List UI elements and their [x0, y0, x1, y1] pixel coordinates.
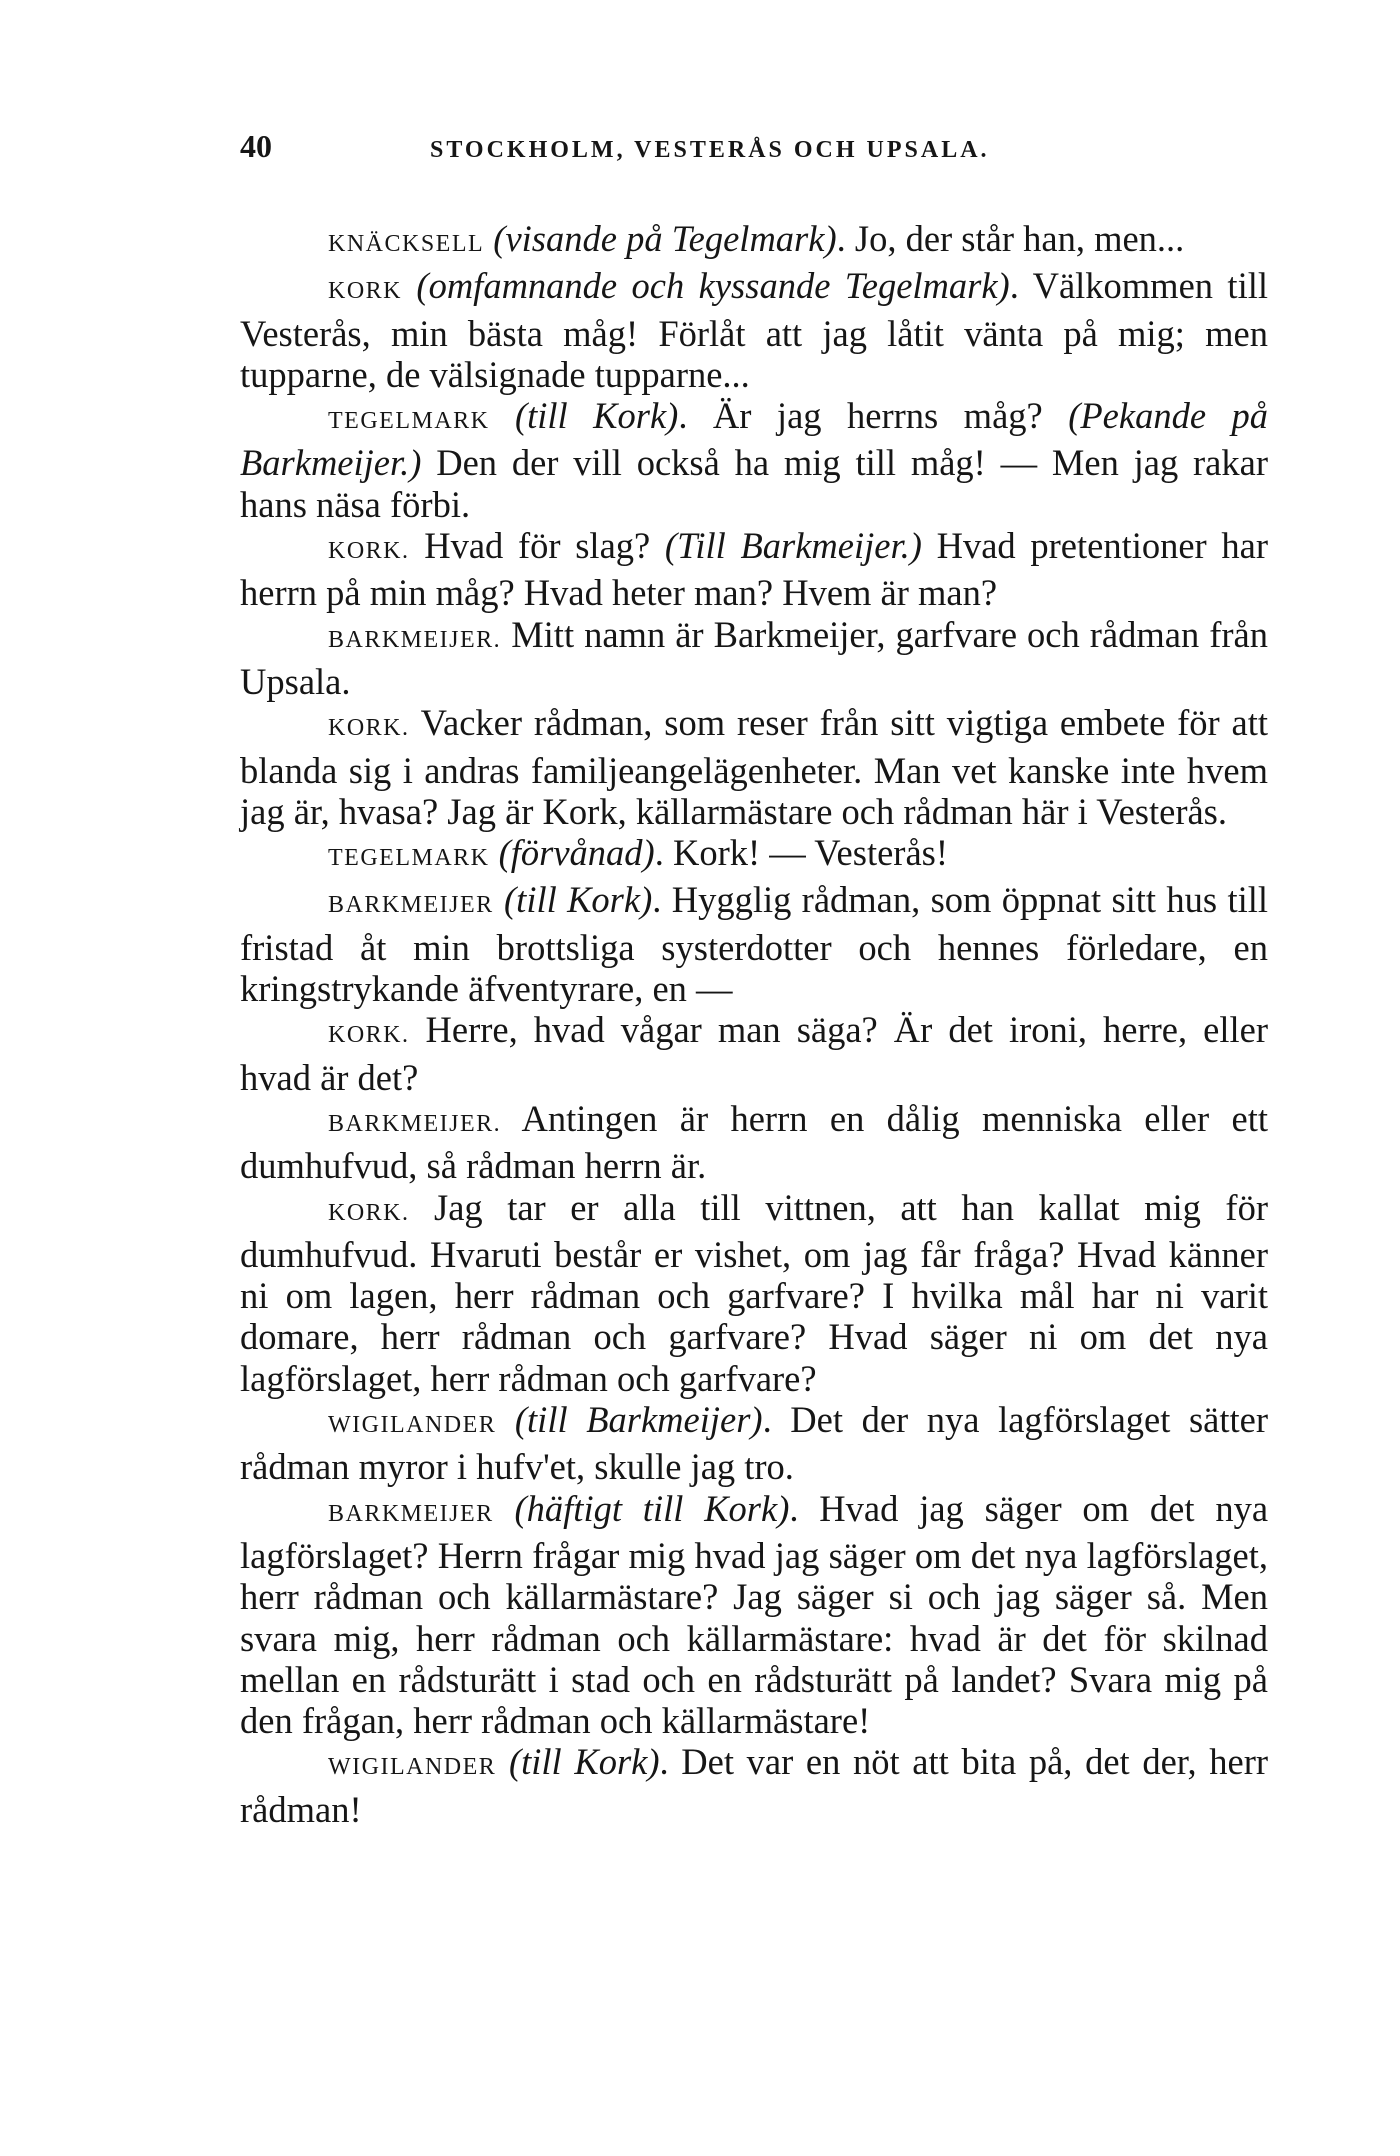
book-page — [240, 128, 1268, 1830]
dialogue-text — [496, 1741, 509, 1782]
stage-direction: (visande på Tegelmark) — [493, 218, 837, 259]
dialogue-paragraph — [240, 1187, 1268, 1399]
dialogue-text: . Kork! — Vesterås! — [654, 832, 949, 874]
play-text — [240, 218, 1268, 1830]
speaker-name: KORK. — [328, 1199, 410, 1226]
dialogue-paragraph — [240, 614, 1268, 703]
dialogue-paragraph — [240, 1741, 1268, 1830]
dialogue-text: Mitt namn är Barkmeijer, garfvare och rådman från Upsala. — [240, 613, 1268, 702]
speaker-name: KORK. — [328, 538, 410, 565]
speaker-name: WIGILANDER — [328, 1412, 497, 1439]
dialogue-text: . Hvad jag säger om det nya lagförslaget? Herrn frågar mig hvad jag säger om det nya lagförslaget, herr rådman och källarmästare? Jag säger si och jag säger så. Men svara mig, herr rådman och källarmästare: hvad är det för skilnad mellan en rådsturätt i stad och en rådsturätt på landet? Svara mig på den frågan, herr rådman och källarmästare! — [240, 1487, 1269, 1742]
dialogue-paragraph — [240, 1098, 1268, 1187]
dialogue-text — [496, 1399, 515, 1440]
dialogue-text — [494, 1488, 515, 1529]
dialogue-text — [489, 832, 498, 873]
dialogue-text — [494, 879, 504, 920]
speaker-name: BARKMEIJER — [328, 892, 494, 919]
page-number: 40 — [240, 128, 272, 164]
stage-direction: (till Kork) — [508, 1741, 660, 1783]
dialogue-text — [484, 218, 493, 259]
dialogue-paragraph — [240, 525, 1268, 614]
stage-direction: (häftigt till Kork) — [514, 1487, 790, 1529]
dialogue-text: Jag tar er alla till vittnen, att han kallat mig för dumhufvud. Hvaruti består er vishet, om jag får fråga? Hvad känner ni om lagen, herr rådman och garfvare? I hvilka mål har ni varit domare, herr rådman och garfvare? Hvad säger ni om det nya lagförslaget, herr rådman och garfvare? — [240, 1186, 1268, 1399]
dialogue-text — [402, 265, 416, 306]
speaker-name: BARKMEIJER. — [328, 626, 502, 653]
speaker-name: KNÄCKSELL — [328, 231, 485, 257]
speaker-name: BARKMEIJER — [328, 1500, 494, 1527]
speaker-name: KORK. — [328, 715, 410, 742]
stage-direction: (till Kork) — [514, 395, 679, 437]
speaker-name: WIGILANDER — [328, 1754, 497, 1781]
speaker-name: TEGELMARK — [328, 408, 490, 435]
dialogue-text: Den der vill också ha mig till måg! — Men jag rakar hans näsa förbi. — [240, 442, 1268, 525]
dialogue-text: Antingen är herrn en dålig menniska eller ett dumhufvud, så rådman herrn är. — [240, 1097, 1268, 1187]
dialogue-paragraph — [240, 879, 1268, 1009]
stage-direction: (omfamnande och kyssande Tegelmark) — [416, 265, 1010, 307]
dialogue-text: Herre, hvad vågar man säga? Är det ironi, herre, eller hvad är det? — [240, 1009, 1268, 1098]
dialogue-paragraph — [240, 1009, 1268, 1098]
dialogue-text: Hvad pretentioner har herrn på min måg? Hvad heter man? Hvem är man? — [240, 525, 1269, 614]
dialogue-paragraph — [240, 702, 1268, 832]
dialogue-paragraph — [240, 832, 1268, 879]
dialogue-text: . Välkommen till Vesterås, min bästa måg! Förlåt att jag låtit vänta på mig; men tupparne, de välsignade tupparne... — [240, 265, 1268, 395]
stage-direction: (till Kork) — [504, 879, 653, 921]
stage-direction: (Pekande på Barkmeijer.) — [240, 395, 1268, 484]
dialogue-text: . Jo, der står han, men... — [836, 218, 1185, 259]
stage-direction: (förvånad) — [498, 832, 655, 874]
speaker-name: KORK — [328, 278, 403, 305]
dialogue-text: Vacker rådman, som reser från sitt vigtiga embete för att blanda sig i andras familjeangelägenheter. Man vet kanske inte hvem jag är, hvasa? Jag är Kork, källarmästare och rådman här i Vesterås. — [240, 702, 1268, 832]
dialogue-paragraph — [240, 1488, 1268, 1742]
page-header — [240, 128, 1268, 188]
dialogue-text: . Hygglig rådman, som öppnat sitt hus till fristad åt min brottsliga systerdotter och hennes förledare, en kringstrykande äfventyrare, en — — [240, 879, 1269, 1010]
dialogue-paragraph — [240, 218, 1268, 265]
stage-direction: (till Barkmeijer) — [514, 1399, 763, 1441]
speaker-name: BARKMEIJER. — [328, 1110, 502, 1137]
speaker-name: TEGELMARK — [328, 845, 490, 872]
dialogue-paragraph — [240, 1399, 1268, 1488]
speaker-name: KORK. — [328, 1022, 410, 1049]
dialogue-text: . Är jag herrns måg? — [678, 395, 1069, 437]
dialogue-paragraph — [240, 265, 1268, 395]
dialogue-text: Hvad för slag? — [409, 525, 665, 567]
dialogue-text: . Det var en nöt att bita på, det der, herr rådman! — [240, 1741, 1269, 1830]
dialogue-text: . Det der nya lagförslaget sätter rådman myror i hufv'et, skulle jag tro. — [240, 1399, 1268, 1488]
stage-direction: (Till Barkmeijer.) — [664, 525, 922, 567]
dialogue-text — [489, 395, 514, 436]
dialogue-paragraph — [240, 395, 1268, 525]
running-title: STOCKHOLM, VESTERÅS OCH UPSALA. — [430, 137, 990, 163]
